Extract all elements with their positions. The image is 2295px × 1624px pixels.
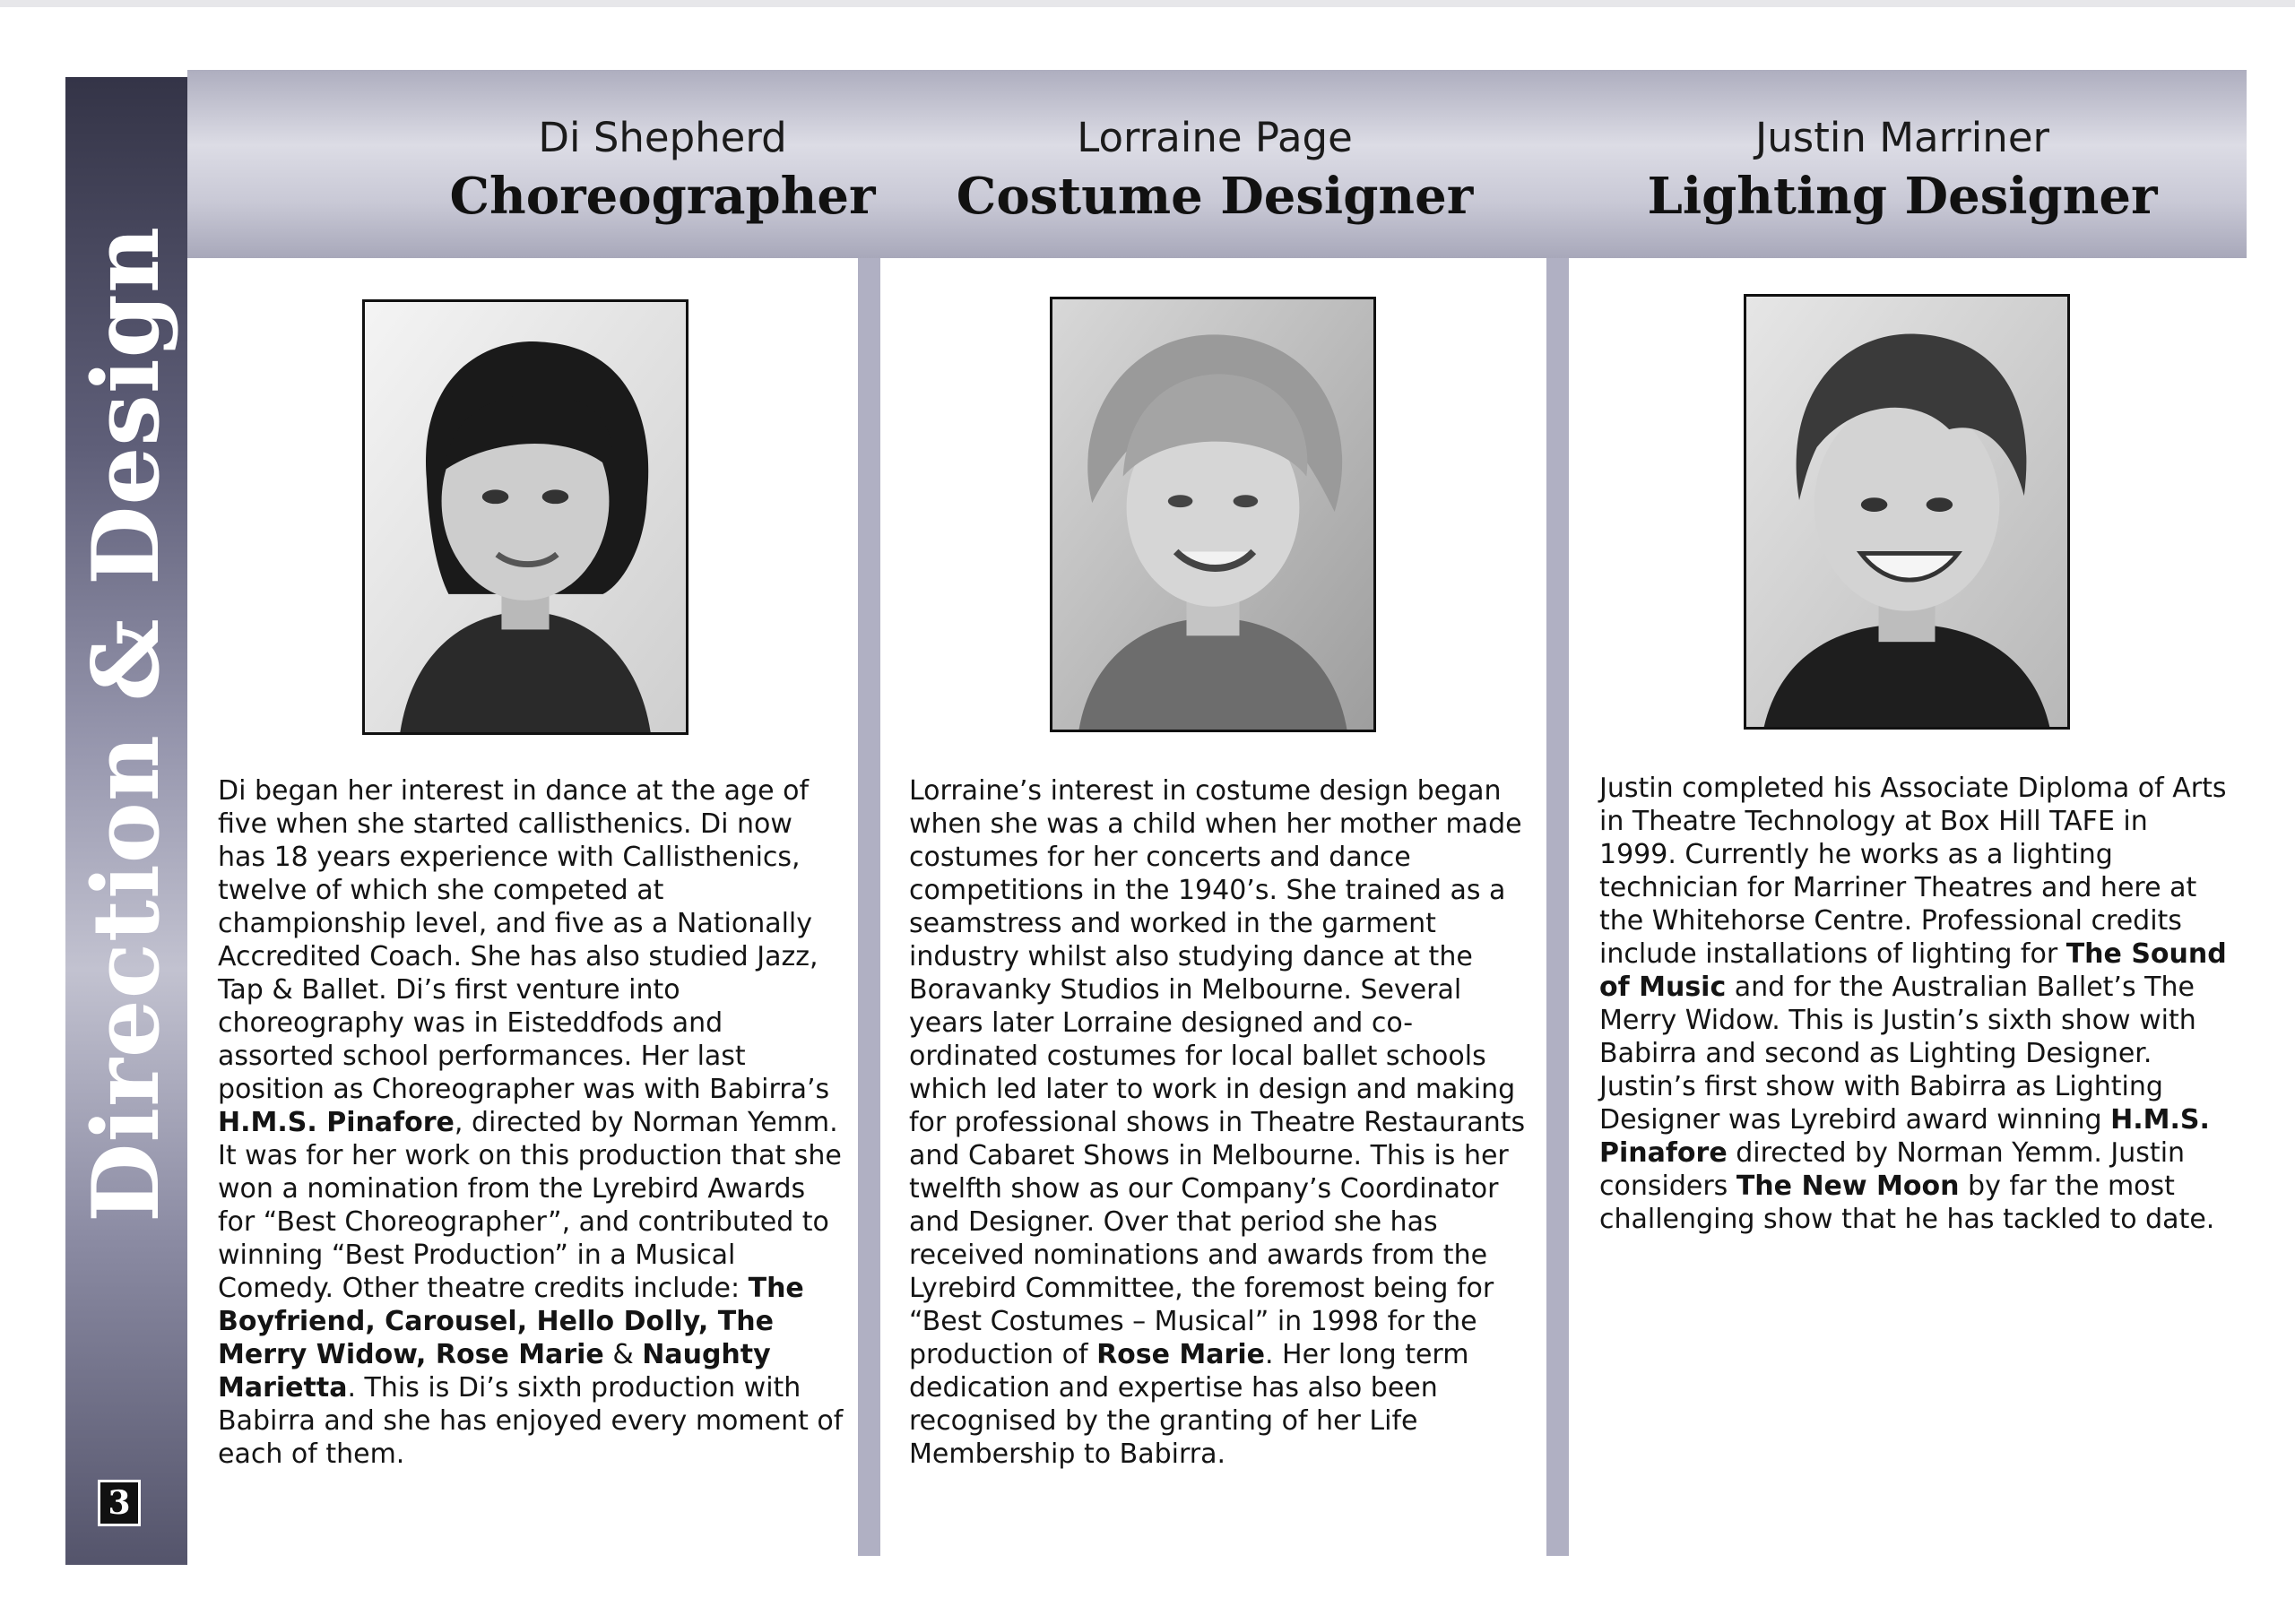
top-rule (0, 0, 2295, 7)
bio-paragraph (218, 774, 845, 1471)
section-title: Direction & Design (73, 225, 180, 1223)
bio-text: Justin completed his Associate Diploma of Arts in Theatre Technology at Box Hill TAFE in 1999. Currently he works as a lighting technician for Marriner Theatres and here at the Whitehorse Centre. Professional credits include installations of lighting for (1599, 773, 2227, 970)
bio-show-title: Rose Marie (1096, 1339, 1265, 1370)
bio-text: & (603, 1339, 643, 1370)
designer-bio (909, 774, 1537, 1471)
designer-heading (892, 113, 1537, 228)
designer-bio (1599, 772, 2227, 1236)
portrait-photo (362, 299, 688, 735)
designer-heading (340, 113, 985, 228)
bio-show-title: Naughty Marietta (218, 1339, 771, 1404)
designer-name: Lorraine Page (1077, 114, 1353, 161)
person-portrait-icon (1746, 297, 2067, 727)
portrait-photo (1744, 294, 2070, 730)
designer-role: Choreographer (449, 167, 876, 226)
bio-show-title: H.M.S. Pinafore (218, 1107, 455, 1138)
bio-show-title: The Boyfriend, Carousel, Hello Dolly, The Merry Widow, Rose Marie (218, 1273, 804, 1370)
person-portrait-icon (365, 302, 686, 732)
designer-role: Lighting Designer (1647, 167, 2158, 226)
bio-text: by far the most challenging show that he has tackled to date. (1599, 1170, 2215, 1235)
page-number: 3 (98, 1480, 141, 1526)
bio-text: . This is Di’s sixth production with Babirra and she has enjoyed every moment of each of them. (218, 1372, 844, 1470)
bio-text: directed by Norman Yemm. Justin considers (1599, 1137, 2186, 1202)
designer-bio (218, 774, 845, 1471)
header-band (187, 70, 2247, 258)
column-divider (858, 258, 880, 1556)
bio-show-title: H.M.S. Pinafore (1599, 1104, 2210, 1169)
bio-show-title: The Sound of Music (1599, 938, 2227, 1003)
bio-show-title: The New Moon (1736, 1170, 1960, 1202)
bio-text: , directed by Norman Yemm. It was for her work on this production that she won a nomination from the Lyrebird Awards for “Best Choreographer”, and contributed to winning “Best Production” in a Musical Comedy. Other theatre credits include: (218, 1107, 842, 1304)
portrait-photo (1050, 297, 1376, 732)
bio-text: Lorraine’s interest in costume design began when she was a child when her mother made costumes for her concerts and dance competitions in the 1940’s. She trained as a seamstress and worked in the garment industry whilst also studying dance at the Boravanky Studios in Melbourne. Several years later Lorraine designed and co-ordinated costumes for local ballet schools which led later to work in design and making for professional shows in Theatre Restaurants and Cabaret Shows in Melbourne. This is her twelfth show as our Company’s Coordinator and Designer. Over that period she has received nominations and awards from the Lyrebird Committee, the foremost being for “Best Costumes – Musical” in 1998 for the production of (909, 775, 1526, 1370)
designer-name: Justin Marriner (1754, 114, 2050, 161)
bio-text: and for the Australian Ballet’s The Merry Widow. This is Justin’s sixth show with Babirra and second as Lighting Designer. Justin’s first show with Babirra as Lighting Designer was Lyrebird award winning (1599, 972, 2196, 1136)
bio-paragraph (1599, 772, 2227, 1236)
bio-paragraph (909, 774, 1537, 1471)
bio-text: . Her long term dedication and expertise has also been recognised by the granting of her Life Membership to Babirra. (909, 1339, 1469, 1470)
column-divider (1546, 258, 1569, 1556)
bio-text: Di began her interest in dance at the age of five when she started callisthenics. Di now has 18 years experience with Callisthenics, twelve of which she competed at championship level, and five as a Nationally Accredited Coach. She has also studied Jazz, Tap & Ballet. Di’s first venture into choreography was in Eisteddfods and assorted school performances. Her last position as Choreographer was with Babirra’s (218, 775, 830, 1105)
person-portrait-icon (1052, 299, 1373, 730)
designer-name: Di Shepherd (538, 114, 787, 161)
designer-role: Costume Designer (956, 167, 1474, 226)
designer-heading (1580, 113, 2225, 228)
